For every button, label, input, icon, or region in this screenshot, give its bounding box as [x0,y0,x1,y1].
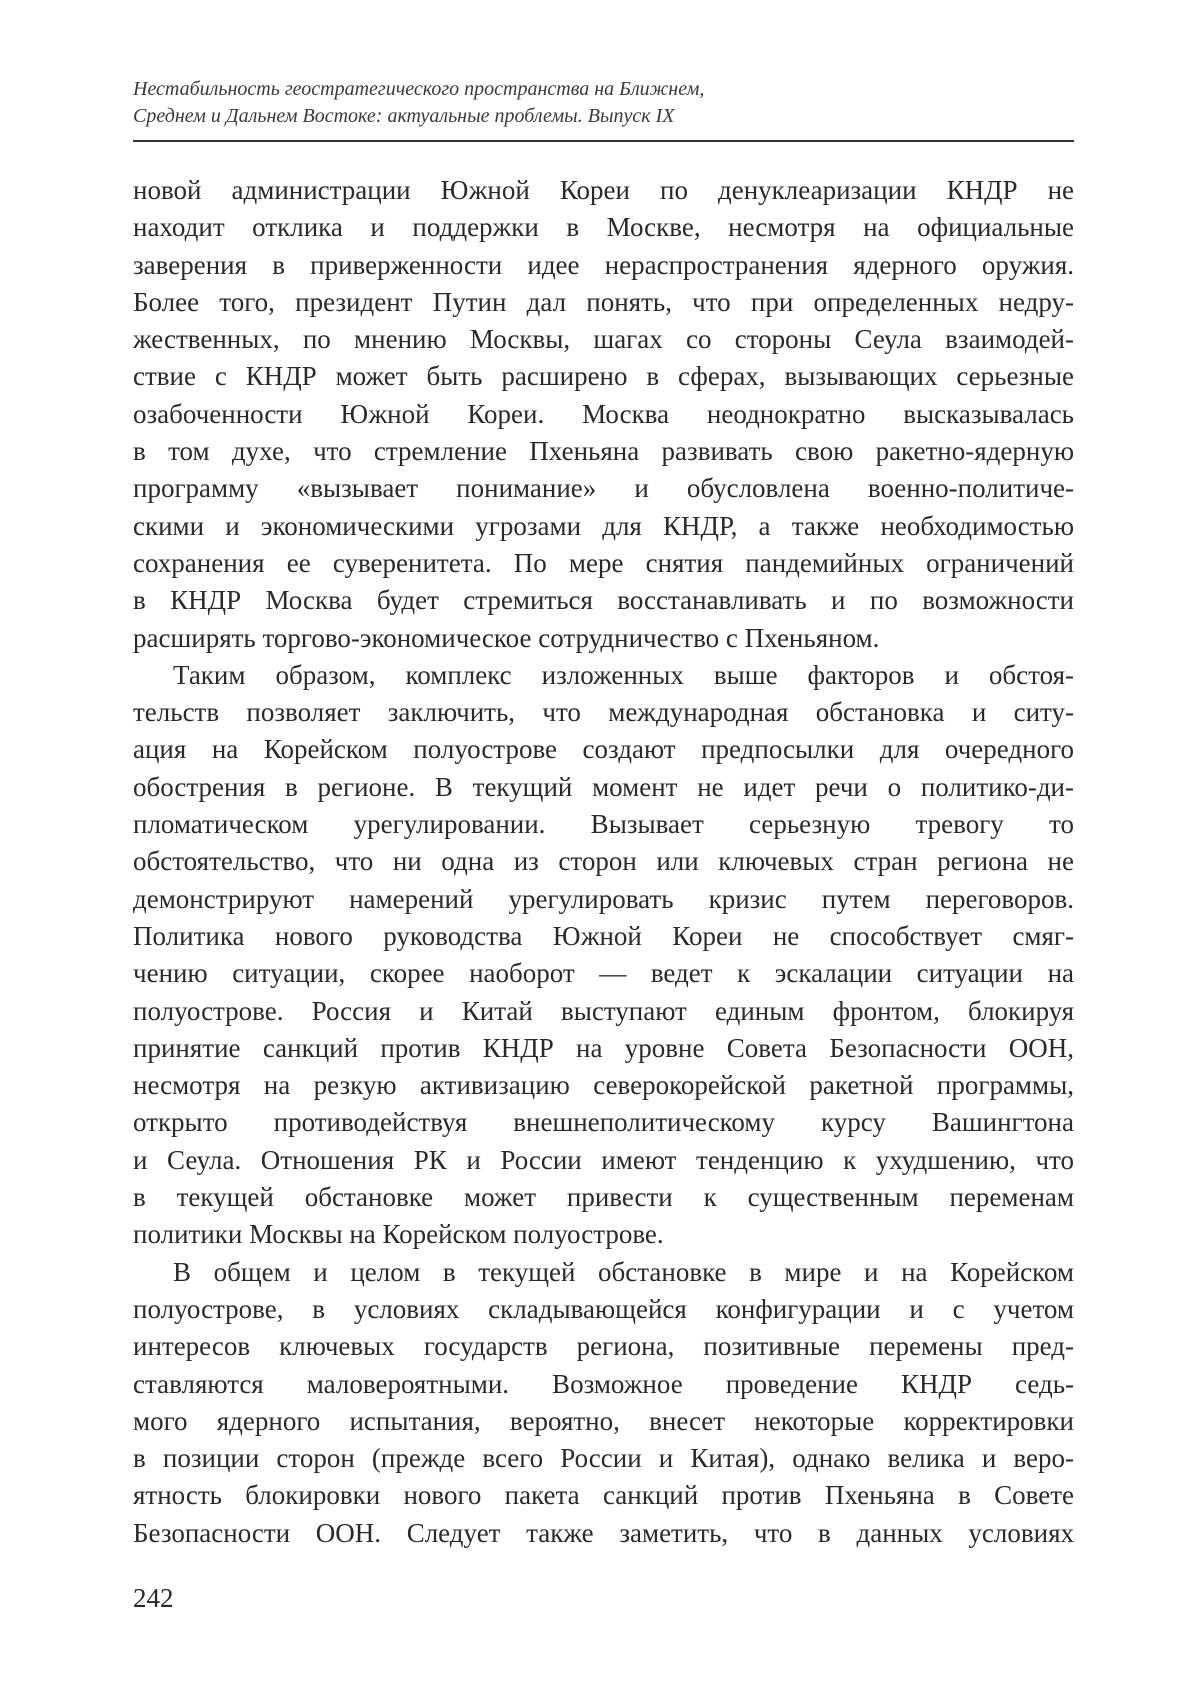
text-line: полуострове. Россия и Китай выступают единым фронтом, блокируя [133,993,1074,1030]
text-line: Безопасности ООН. Следует также заметить, что в данных условиях [133,1515,1074,1552]
text-line: в КНДР Москва будет стремиться восстанавливать и по возможности [133,582,1074,619]
text-line: пломатическом урегулировании. Вызывает серьезную тревогу то [133,806,1074,843]
text-line: ация на Корейском полуострове создают предпосылки для очередного [133,731,1074,768]
text-line: открыто противодействуя внешнеполитическому курсу Вашингтона [133,1104,1074,1141]
running-header [133,76,1073,130]
text-line: расширять торгово-экономическое сотрудничество с Пхеньяном. [133,620,1074,657]
text-line: новой администрации Южной Кореи по денуклеаризации КНДР не [133,172,1074,209]
header-divider [133,140,1074,142]
text-line: интересов ключевых государств региона, позитивные перемены пред- [133,1328,1074,1365]
text-line: политики Москвы на Корейском полуострове. [133,1216,1074,1253]
page-number: 242 [133,1582,174,1614]
text-line: Политика нового руководства Южной Кореи не способствует смяг- [133,918,1074,955]
text-line: сохранения ее суверенитета. По мере снятия пандемийных ограничений [133,545,1074,582]
text-line: обстоятельство, что ни одна из сторон или ключевых стран региона не [133,843,1074,880]
text-line: несмотря на резкую активизацию северокорейской ракетной программы, [133,1067,1074,1104]
text-line: обострения в регионе. В текущий момент не идет речи о политико-ди- [133,769,1074,806]
text-line: мого ядерного испытания, вероятно, внесет некоторые корректировки [133,1403,1074,1440]
text-line: и Сеула. Отношения РК и России имеют тенденцию к ухудшению, что [133,1142,1074,1179]
text-line: ствие с КНДР может быть расширено в сферах, вызывающих серьезные [133,358,1074,395]
document-page [0,0,1200,1696]
text-line: демонстрируют намерений урегулировать кризис путем переговоров. [133,881,1074,918]
text-line: Более того, президент Путин дал понять, что при определенных недру- [133,284,1074,321]
text-line: в том духе, что стремление Пхеньяна развивать свою ракетно-ядерную [133,433,1074,470]
text-line: в текущей обстановке может привести к существенным переменам [133,1179,1074,1216]
text-line: ятность блокировки нового пакета санкций против Пхеньяна в Совете [133,1477,1074,1514]
text-line: чению ситуации, скорее наоборот — ведет к эскалации ситуации на [133,955,1074,992]
text-line: находит отклика и поддержки в Москве, несмотря на официальные [133,209,1074,246]
text-line: ставляются маловероятными. Возможное проведение КНДР седь- [133,1366,1074,1403]
text-line: озабоченности Южной Кореи. Москва неоднократно высказывалась [133,396,1074,433]
text-line: принятие санкций против КНДР на уровне Совета Безопасности ООН, [133,1030,1074,1067]
text-line: программу «вызывает понимание» и обусловлена военно-политиче- [133,470,1074,507]
running-header-line-2: Среднем и Дальнем Востоке: актуальные проблемы. Выпуск IX [133,103,1073,130]
text-line: В общем и целом в текущей обстановке в мире и на Корейском [133,1254,1074,1291]
text-line: скими и экономическими угрозами для КНДР, а также необходимостью [133,508,1074,545]
text-line: полуострове, в условиях складывающейся конфигурации и с учетом [133,1291,1074,1328]
text-line: в позиции сторон (прежде всего России и Китая), однако велика и веро- [133,1440,1074,1477]
body-text [133,172,1074,1552]
text-line: заверения в приверженности идее нераспространения ядерного оружия. [133,247,1074,284]
text-line: тельств позволяет заключить, что международная обстановка и ситу- [133,694,1074,731]
text-line: Таким образом, комплекс изложенных выше факторов и обстоя- [133,657,1074,694]
text-line: жественных, по мнению Москвы, шагах со стороны Сеула взаимодей- [133,321,1074,358]
running-header-line-1: Нестабильность геостратегического пространства на Ближнем, [133,76,1073,103]
